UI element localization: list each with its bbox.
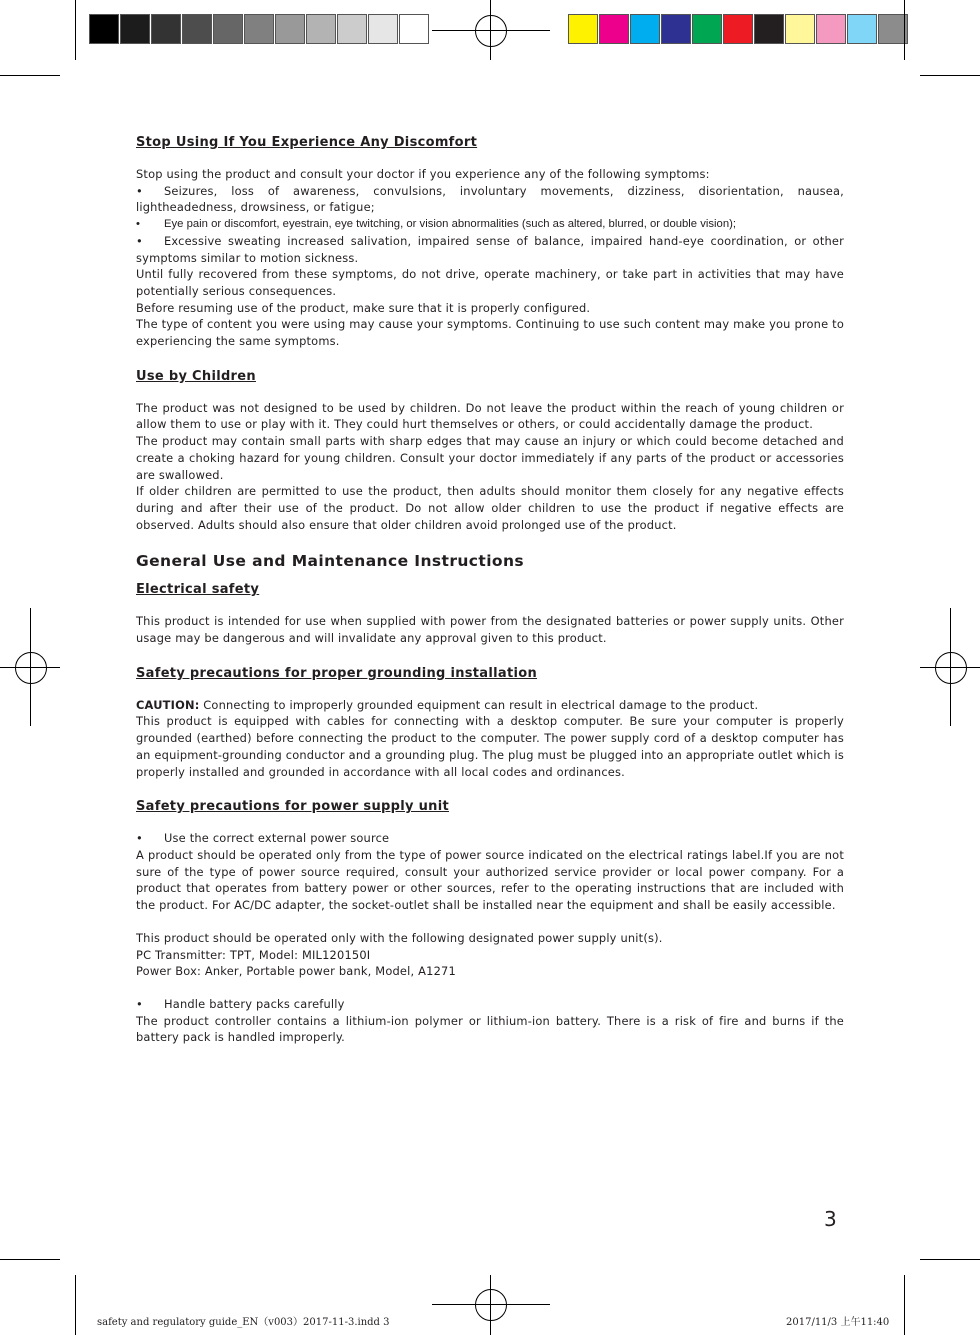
paragraph: Until fully recovered from these symptoms, do not drive, operate machinery, or take part in activities that may have potentially serious consequences.	[136, 267, 844, 298]
grayscale-color-bar	[89, 14, 430, 44]
paragraph: The product may contain small parts with sharp edges that may cause an injury or which could become detached and create a choking hazard for young children. Consult your doctor immediately if any parts of the product or accessories are swallowed.	[136, 434, 844, 482]
crop-mark	[920, 1259, 980, 1260]
section-heading-discomfort: Stop Using If You Experience Any Discomfort	[136, 135, 478, 150]
slug-filename: safety and regulatory guide_EN（v003）2017-11-3.indd 3	[97, 1317, 390, 1328]
crop-mark	[920, 75, 980, 76]
paragraph: The type of content you were using may cause your symptoms. Continuing to use such content may make you prone to experiencing the same symptoms.	[136, 317, 844, 349]
paragraph: PC Transmitter: TPT, Model: MIL120150I	[136, 947, 371, 962]
color-swatch	[661, 14, 691, 44]
paragraph: If older children are permitted to use the product, then adults should monitor them closely for any negative effects during and after their use of the product. Do not allow older children to use the product if negative effects are observed. Adults should also ensure that older children avoid prolonged use of the product.	[136, 484, 844, 532]
color-swatch	[847, 14, 877, 44]
color-swatch	[599, 14, 629, 44]
color-swatch	[785, 14, 815, 44]
crop-mark	[904, 1275, 905, 1335]
section-heading-grounding: Safety precautions for proper grounding installation	[136, 665, 538, 681]
bullet-item: • Eye pain or discomfort, eyestrain, eye twitching, or vision abnormalities (such as altered, blurred, or double vision);	[136, 216, 844, 233]
page-content	[136, 134, 844, 1046]
color-swatch	[275, 14, 305, 44]
color-swatch	[89, 14, 119, 44]
section-heading-children: Use by Children	[136, 368, 256, 384]
registration-target-icon	[475, 1289, 507, 1321]
bullet-item: • Seizures, loss of awareness, convulsions, involuntary movements, dizziness, disorientation, nausea, lightheadedness, drowsiness, or fatigue;	[136, 183, 844, 216]
bullet-item: • Excessive sweating increased salivation, impaired sense of balance, impaired hand-eye coordination, or other symptoms similar to motion sickness.	[136, 233, 844, 266]
spacer	[136, 980, 844, 996]
color-swatch	[213, 14, 243, 44]
color-swatch	[692, 14, 722, 44]
paragraph: Stop using the product and consult your doctor if you experience any of the following symptoms:	[136, 167, 710, 181]
crop-mark	[904, 0, 905, 60]
caution-paragraph	[136, 697, 844, 714]
bullet-item: • Handle battery packs carefully	[136, 996, 844, 1013]
color-swatch	[120, 14, 150, 44]
caution-text: Connecting to improperly grounded equipment can result in electrical damage to the product.	[199, 697, 759, 712]
color-swatch	[306, 14, 336, 44]
spacer	[136, 914, 844, 930]
color-swatch	[337, 14, 367, 44]
color-swatch	[368, 14, 398, 44]
paragraph: A product should be operated only from the type of power source indicated on the electrical ratings label.If you are not sure of the type of power source required, consult your authorized service provider or local power company. For a product that operates from battery power or other sources, refer to the operating instructions that are included with the product. For AC/DC adapter, the socket-outlet shall be installed near the equipment and shall be easily accessible.	[136, 847, 844, 913]
section-heading-electrical: Electrical safety	[136, 582, 260, 598]
registration-target-icon	[935, 652, 967, 684]
crop-mark	[0, 1259, 60, 1260]
color-swatch	[630, 14, 660, 44]
paragraph: This product should be operated only with the following designated power supply unit(s).	[136, 930, 663, 945]
paragraph: The product was not designed to be used by children. Do not leave the product within the reach of young children or allow them to use or play with it. They could hurt themselves or others, or could accidentally damage the product.	[136, 400, 844, 432]
color-swatch	[754, 14, 784, 44]
paragraph: The product controller contains a lithium-ion polymer or lithium-ion battery. There is a risk of fire and burns if the battery pack is handled improperly.	[136, 1013, 844, 1045]
crop-mark	[75, 1275, 76, 1335]
color-swatch	[568, 14, 598, 44]
main-heading-general-use: General Use and Maintenance Instructions	[136, 552, 525, 571]
paragraph: Before resuming use of the product, make sure that it is properly configured.	[136, 300, 591, 315]
paragraph: Power Box: Anker, Portable power bank, Model, A1271	[136, 964, 456, 979]
color-swatch	[816, 14, 846, 44]
slug-datetime: 2017/11/3 上午11:40	[786, 1317, 890, 1328]
color-swatch	[723, 14, 753, 44]
paragraph: This product is equipped with cables for connecting with a desktop computer. Be sure your computer is properly grounded (earthed) before connecting the product to the computer. The power supply cord of a desktop computer has an equipment-grounding conductor and a grounding plug. The plug must be plugged into an appropriate outlet which is properly installed and grounded in accordance with all local codes and ordinances.	[136, 714, 844, 779]
page-number: 3	[824, 1207, 837, 1231]
process-color-bar	[568, 14, 909, 44]
registration-target-icon	[15, 652, 47, 684]
crop-mark	[0, 75, 60, 76]
color-swatch	[151, 14, 181, 44]
section-heading-power-supply: Safety precautions for power supply unit	[136, 799, 449, 815]
crop-mark	[75, 0, 76, 60]
color-swatch	[399, 14, 429, 44]
color-swatch	[182, 14, 212, 44]
paragraph: This product is intended for use when supplied with power from the designated batteries or power supply units. Other usage may be dangerous and will invalidate any approval given to this product.	[136, 614, 844, 646]
color-swatch	[244, 14, 274, 44]
caution-label: CAUTION:	[136, 697, 200, 712]
bullet-item: • Use the correct external power source	[136, 830, 844, 847]
registration-target-icon	[475, 15, 507, 47]
